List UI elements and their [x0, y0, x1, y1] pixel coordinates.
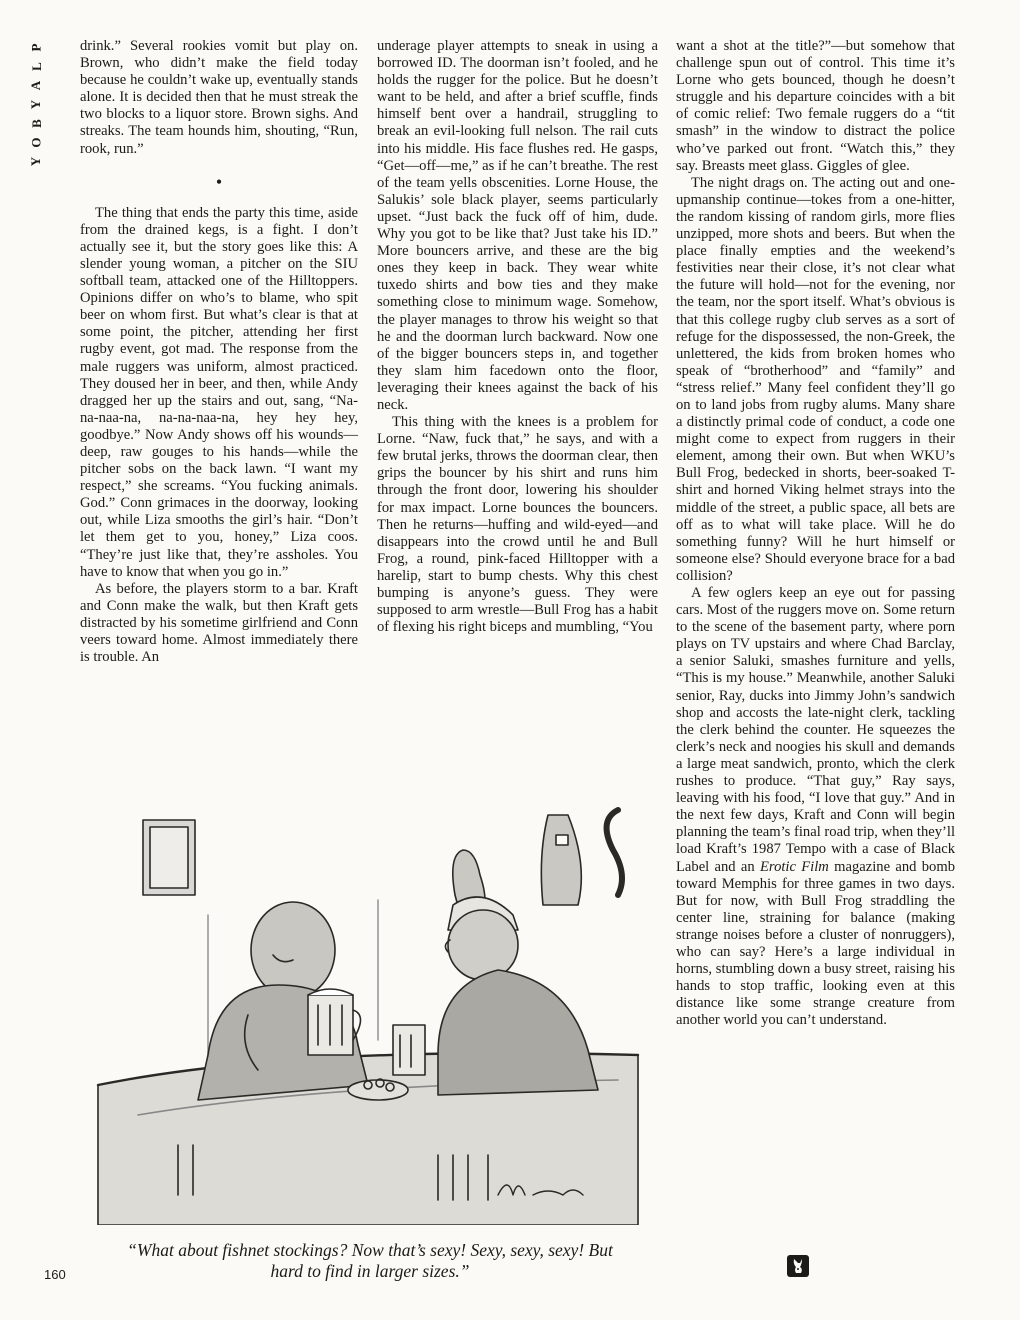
- paragraph: drink.” Several rookies vomit but play on. Brown, who didn’t make the field today because he couldn’t wake up, eventually stands alone. It is decided then that he must streak the two blocks to a liquor store. Brown sighs. And streaks. The team hounds him, shouting, “Run, rook, run.”: [80, 38, 358, 157]
- section-break-bullet: •: [215, 171, 223, 192]
- beer-mug: [308, 989, 361, 1055]
- beer-mug: [393, 1025, 425, 1075]
- article-column-1: [80, 38, 358, 666]
- paragraph-text: A few oglers keep an eye out for passing cars. Most of the ruggers move on. Some return to the scene of the basement party, where porn plays on TV upstairs and where Chad Barclay, a senior Saluki, smashes furniture and yells, “This is my house.” Meanwhile, another Saluki senior, Ray, ducks into Jimmy John’s sandwich shop and accosts the late-night clerk, tackling the clerk behind the counter. He squeezes the clerk’s neck and noogies his skull and demands a large meat sandwich, pronto, which the clerk rushes to produce. “That guy,” Ray says, leaving with his food, “I love that guy.” And in the next few days, Kraft and Conn will begin planning the team’s final road trip, when they’ll load Kraft’s 1987 Tempo with a case of Black Label and an: [676, 585, 955, 875]
- rabbit-head-icon: [787, 1255, 809, 1277]
- paragraph: [676, 585, 955, 1029]
- article-column-3: [676, 38, 955, 1029]
- paragraph: The night drags on. The acting out and one-upmanship continue—tokes from a one-hitter, the random kissing of random girls, more flies unzipped, more shots and beers. But when the place finally empties and the weekend’s festivities near their close, it’s not clear what the future will hold—not for the evening, nor the team, nor the sport itself. What’s obvious is that this college rugby club serves as a sort of refuge for the dispossessed, the non-Greek, the unlettered, the kids from broken homes who speak of “brotherhood” and “family” and “stress relief.” Many feel confident they’ll go on to land jobs from rugby alums. Many share a distinctly primal code of conduct, a code one might come to expect from ruggers in their element, among their own. But when WKU’s Bull Frog, bedecked in shorts, beer-soaked T-shirt and horned Viking helmet strays into the middle of the street, a public space, all bets are off as to what will take place. Will he do something funny? Will he hurt himself or someone else? Should everyone brace for a bad collision?: [676, 174, 955, 584]
- page-number: 160: [44, 1267, 66, 1282]
- paragraph: underage player attempts to sneak in using a borrowed ID. The doorman isn’t fooled, and he holds the rugger for the police. But he doesn’t want to be held, and after a brief scuffle, finds himself bent over a handrail, struggling to break an evil-looking full nelson. The rail cuts into his middle. His face flushes red. He gasps, “Get—off—me,” as if he can’t breathe. The rest of the team yells obscenities. Lorne House, the Salukis’ sole black player, seems particularly upset. “Just back the fuck off of him, dude. Why you got to be like that? Just take his ID.” More bouncers arrive, and these are the big ones they keep in back. They wear white tuxedo shirts and bow ties and they make something close to minimum wage. Somehow, the player manages to throw his weight so that he and the doorman lurch backward. Now one of the bigger bouncers steps in, and together they slam him facedown onto the floor, leveraging their knees against the back of his neck.: [377, 38, 658, 413]
- peanut-bowl: [348, 1080, 408, 1100]
- article-column-2: [377, 38, 658, 636]
- cartoon-illustration: [78, 755, 668, 1225]
- paragraph: want a shot at the title?”—but somehow that challenge spun out of control. This time it’s Lorne who gets bounced, though he doesn’t struggle and his departure coincides with a bit of comic relief: Two female ruggers do a “tit smash” in the window to distract the police who’ve parked out front. “Watch this,” they say. Breasts meet glass. Giggles of glee.: [676, 38, 955, 174]
- man-with-cap-figure: [438, 897, 598, 1095]
- paragraph: As before, the players storm to a bar. Kraft and Conn make the walk, but then Kraft gets distracted by his sometime girlfriend and Conn veers toward home. Almost immediately there is trouble. An: [80, 580, 358, 666]
- paragraph: This thing with the knees is a problem for Lorne. “Naw, fuck that,” he says, and with a few brutal jerks, throws the doorman clear, then grips the bouncer by his shirt and runs him through the front door, lowering his shoulder for max impact. Lorne bounces the bouncers. Then he returns—huffing and wild-eyed—and disappears into the crowd until he and Bull Frog, a round, pink-faced Hilltopper with a harelip, start to bump chests. Why this chest bumping is anyone’s guess. They were supposed to arm wrestle—Bull Frog has a habit of flexing his right biceps and mumbling, “You: [377, 414, 658, 636]
- paragraph-text: magazine and bomb toward Memphis for three games in two days. But for now, with Bull Frog straddling the center line, straining for balance (making strange noises before a cluster of nonruggers), who can say? Here’s a large individual in horns, stumbling down a busy street, raising his hands to stop traffic, looking even at this distance like some strange creature from another world you can’t understand.: [676, 858, 955, 1029]
- cartoon-caption: “What about fishnet stockings? Now that’s sexy! Sexy, sexy, sexy! But hard to find in larger sizes.”: [127, 1240, 613, 1281]
- running-head: P L A Y B O Y: [28, 43, 44, 167]
- paragraph: The thing that ends the party this time, aside from the drained kegs, is a fight. I don’t actually see it, but the story goes like this: A slender young woman, a pitcher on the SIU softball team, attacked one of the Hilltoppers. Opinions differ on who’s to blame, who spit beer on whom first. But what’s clear is that at some point, the pitcher, attending her first rugby event, got mad. The response from the male ruggers was uniform, almost practiced. They doused her in beer, and then, while Andy dragged her up the stairs and out, sang, “Na-na-naa-na, na-na-naa-na, hey hey hey, goodbye.” Now Andy shows off his wounds—deep, raw gouges to his hands—while the pitcher sobs on the back lawn. “I want my respect,” she screams. “You fucking animals. God.” Conn grimaces in the doorway, looking out, while Liza smooths the girl’s hair. “Don’t let them get to you, honey,” Liza coos. “They’re just like that, they’re assholes. You have to know that when you go in.”: [80, 204, 358, 580]
- magazine-title: Erotic Film: [760, 858, 829, 875]
